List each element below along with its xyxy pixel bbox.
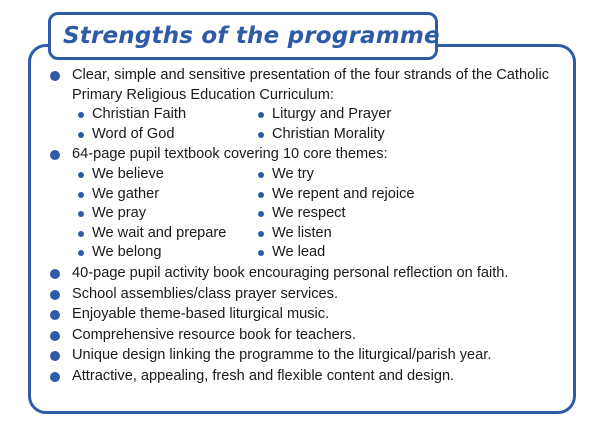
sub-item-text: We listen xyxy=(272,224,332,241)
sub-item xyxy=(258,185,518,205)
bullet-icon xyxy=(258,250,264,256)
sub-item xyxy=(78,204,258,224)
list-item-text: School assemblies/class prayer services. xyxy=(72,285,339,302)
sub-item-text: Liturgy and Prayer xyxy=(272,106,392,123)
sub-item-text: We repent and rejoice xyxy=(272,185,415,202)
sub-item xyxy=(258,165,518,185)
bullet-icon xyxy=(78,172,84,178)
bullet-icon xyxy=(78,132,84,138)
sub-item-text: We try xyxy=(272,165,314,182)
sub-item-text: We wait and prepare xyxy=(92,224,227,241)
sub-item-text: Christian Morality xyxy=(272,125,385,142)
bullet-icon xyxy=(258,192,264,198)
list-item-text: Comprehensive resource book for teachers. xyxy=(72,326,356,343)
sub-item-text: Word of God xyxy=(92,125,175,142)
sub-item-text: We lead xyxy=(272,244,326,261)
bullet-icon xyxy=(258,211,264,217)
list-item-text: 64-page pupil textbook covering 10 core themes: xyxy=(72,146,388,163)
sub-item xyxy=(78,185,258,205)
sub-item-text: We respect xyxy=(272,205,346,222)
sub-item xyxy=(78,125,258,145)
bullet-icon xyxy=(258,172,264,178)
list-item-text: 40-page pupil activity book encouraging personal reflection on faith. xyxy=(72,264,509,281)
list-item xyxy=(50,326,560,346)
list-item-text: Clear, simple and sensitive presentation of the four strands of the Catholic Primary Religious Education Curriculum: xyxy=(72,67,549,103)
bullet-icon xyxy=(50,372,60,382)
bullet-icon xyxy=(78,211,84,217)
bullet-icon xyxy=(78,112,84,118)
list-item xyxy=(50,305,560,325)
sub-item-text: We pray xyxy=(92,205,147,222)
bullet-icon xyxy=(78,192,84,198)
sub-item xyxy=(258,105,518,125)
list-item xyxy=(50,66,560,105)
sub-item-text: We believe xyxy=(92,165,164,182)
bullet-icon xyxy=(50,71,60,81)
title-box xyxy=(48,12,438,60)
list-item-text: Unique design linking the programme to the liturgical/parish year. xyxy=(72,347,492,364)
bullet-icon xyxy=(50,310,60,320)
sub-item xyxy=(258,243,518,263)
list-item xyxy=(50,367,560,387)
bullet-icon xyxy=(258,112,264,118)
bullet-icon xyxy=(50,351,60,361)
sub-item xyxy=(78,105,258,125)
sub-item-text: We belong xyxy=(92,244,162,261)
bullet-icon xyxy=(50,331,60,341)
sub-item xyxy=(78,243,258,263)
bullet-icon xyxy=(50,269,60,279)
list-item-text: Enjoyable theme-based liturgical music. xyxy=(72,306,330,323)
sub-list xyxy=(50,165,560,263)
list-item-text: Attractive, appealing, fresh and flexible content and design. xyxy=(72,367,455,384)
page-title: Strengths of the programme xyxy=(63,23,440,49)
sub-list xyxy=(50,105,560,144)
list-item xyxy=(50,285,560,305)
sub-item xyxy=(258,224,518,244)
sub-item-text: Christian Faith xyxy=(92,106,187,123)
sub-item xyxy=(78,224,258,244)
strengths-list xyxy=(50,66,560,387)
sub-item xyxy=(258,204,518,224)
list-item xyxy=(50,145,560,165)
bullet-icon xyxy=(258,231,264,237)
list-item xyxy=(50,346,560,366)
sub-item xyxy=(258,125,518,145)
sub-item-text: We gather xyxy=(92,185,160,202)
bullet-icon xyxy=(78,250,84,256)
bullet-icon xyxy=(50,150,60,160)
list-item xyxy=(50,264,560,284)
sub-item xyxy=(78,165,258,185)
bullet-icon xyxy=(258,132,264,138)
bullet-icon xyxy=(78,231,84,237)
bullet-icon xyxy=(50,290,60,300)
